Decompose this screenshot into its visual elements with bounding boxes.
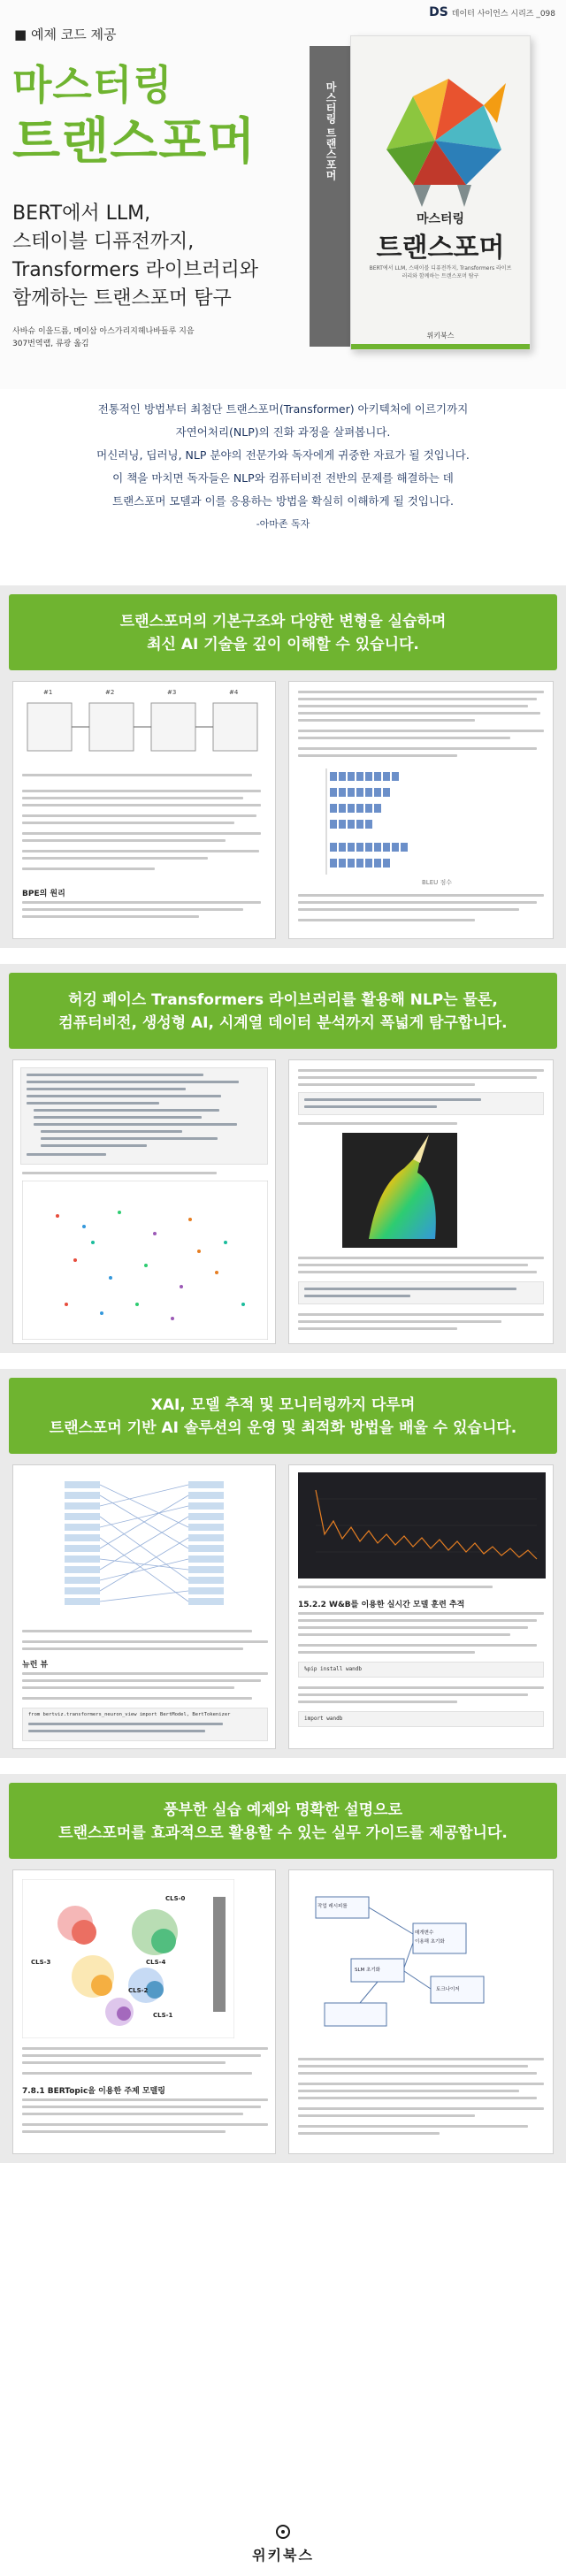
section-3-left-page xyxy=(12,1464,276,1749)
section-2-right-page xyxy=(288,1059,554,1344)
word-embedding-scatter xyxy=(22,1181,268,1340)
example-code-tag: ■ 예제 코드 제공 xyxy=(14,27,117,42)
publisher-logo xyxy=(0,2525,566,2565)
intro-attribution: -아마존 독자 xyxy=(256,518,310,530)
title-line-2: 트랜스포머 xyxy=(12,113,256,171)
section-3 xyxy=(0,1369,566,1758)
bertopic-cluster-plot xyxy=(22,1879,234,2038)
neuron-view-attention xyxy=(56,1472,233,1623)
section-3-banner: XAI, 모델 추적 및 모니터링까지 다루며 트랜스포머 기반 AI 솔루션의 운영 및 최적화 방법을 배울 수 있습니다. xyxy=(9,1378,557,1454)
diagram-node-2: 매개변수 xyxy=(415,1930,434,1936)
cluster-label-0: CLS-0 xyxy=(165,1895,186,1902)
book-cover-image xyxy=(310,35,531,354)
title-line-1: 마스터링 xyxy=(12,61,173,109)
code-block xyxy=(20,1067,268,1165)
wikibooks-logo-icon xyxy=(276,2525,290,2539)
authors: 사바슈 이을드름, 메이삼 아스가리지헤나바들루 지음 307번역랩, 류광 옮김 xyxy=(12,327,195,348)
publisher-name: 위키북스 xyxy=(252,2547,314,2564)
section-4 xyxy=(0,1774,566,2163)
cluster-label-1: CLS-1 xyxy=(153,2012,173,2019)
section-1-banner: 트랜스포머의 기본구조와 다양한 변형을 실습하며 최신 AI 기술을 깊이 이해할 수 있습니다. xyxy=(9,594,557,670)
ds-logo: DS xyxy=(429,5,448,19)
section-2-left-page xyxy=(12,1059,276,1344)
code-import-bertviz: from bertviz.transformers_neuron_view import BertModel, BertTokenizer xyxy=(28,1712,231,1717)
diagram-label-3: #3 xyxy=(167,689,177,696)
code-import-wandb: import wandb xyxy=(304,1716,343,1722)
wandb-loss-chart xyxy=(298,1472,546,1578)
diagram-label-2: #2 xyxy=(105,689,115,696)
book-spine: 마스터링 트랜스포머 xyxy=(310,46,352,347)
bleu-bar-chart xyxy=(294,765,551,889)
diagram-node-4: SLM 초기화 xyxy=(355,1968,380,1973)
wandb-subhead: 15.2.2 W&B를 이용한 실시간 모델 훈련 추적 xyxy=(298,1601,465,1609)
book-title-small: 마스터링 xyxy=(416,212,465,226)
chart-caption: BLEU 점수 xyxy=(422,879,452,886)
diagram-label-1: #1 xyxy=(43,689,53,696)
hero-section xyxy=(0,0,566,389)
bertopic-subhead: 7.8.1 BERTopic을 이용한 주제 모델링 xyxy=(22,2087,165,2096)
cluster-label-2: CLS-2 xyxy=(128,1987,149,1994)
diagram-node-5: 토크나이저 xyxy=(436,1987,460,1992)
diagram-node-3: 이용해 초기화 xyxy=(415,1939,445,1945)
subtitle: BERT에서 LLM, 스테이블 디퓨전까지, Transformers 라이브러리와 함께하는 트랜스포머 탐구 xyxy=(12,203,258,310)
bpe-subhead: BPE의 원리 xyxy=(22,890,65,898)
diagram-label-4: #4 xyxy=(229,689,239,696)
series-label xyxy=(429,5,555,19)
book-title-big: 트랜스포머 xyxy=(376,233,505,264)
section-4-right-page xyxy=(288,1869,554,2154)
section-2 xyxy=(0,964,566,1353)
book-publisher: 위키북스 xyxy=(426,332,455,340)
series-text: 데이터 사이언스 시리즈 _098 xyxy=(451,9,555,19)
book-desc: BERT에서 LLM, 스테이블 디퓨전까지, Transformers 라이브러리와 함께하는 트랜스포머 탐구 xyxy=(369,265,512,279)
section-1-right-page xyxy=(288,681,554,939)
footer xyxy=(0,2514,566,2576)
cluster-label-4: CLS-4 xyxy=(146,1959,166,1966)
section-1-left-page xyxy=(12,681,276,939)
diagram-node-1: 작업 레시피를 xyxy=(317,1904,348,1909)
cluster-label-3: CLS-3 xyxy=(31,1959,51,1966)
section-1 xyxy=(0,585,566,948)
book-front xyxy=(350,35,531,350)
intro-quote: 전통적인 방법부터 최첨단 트랜스포머(Transformer) 아키텍처에 이르기까지 자연어처리(NLP)의 진화 과정을 살펴봅니다. 머신러닝, 딥러닝, NLP 분야의 전문가와 독자에게 귀중한 자료가 될 것입니다. 이 책을 마치면 독자들은 NLP와 컴퓨터비전 전반의 문제를 해결하는 데 트랜스포머 모델과 이를 응용하는 방법을 확실히 이해하게 될 것입니다. -아마존 독자 xyxy=(0,398,566,536)
architecture-diagram xyxy=(13,685,275,765)
neuron-view-subhead: 뉴런 뷰 xyxy=(22,1661,49,1670)
code-pip-install-wandb: %pip install wandb xyxy=(304,1666,363,1672)
section-4-banner: 풍부한 실습 예제와 명확한 설명으로 트랜스포머를 효과적으로 활용할 수 있는 실무 가이드를 제공합니다. xyxy=(9,1783,557,1859)
section-3-right-page xyxy=(288,1464,554,1749)
origami-animal-illustration xyxy=(351,43,532,211)
section-4-left-page xyxy=(12,1869,276,2154)
generated-unicorn-image xyxy=(342,1133,457,1248)
section-2-banner: 허깅 페이스 Transformers 라이브러리를 활용해 NLP는 물론, 컴퓨터비전, 생성형 AI, 시계열 데이터 분석까지 폭넓게 탐구합니다. xyxy=(9,973,557,1049)
